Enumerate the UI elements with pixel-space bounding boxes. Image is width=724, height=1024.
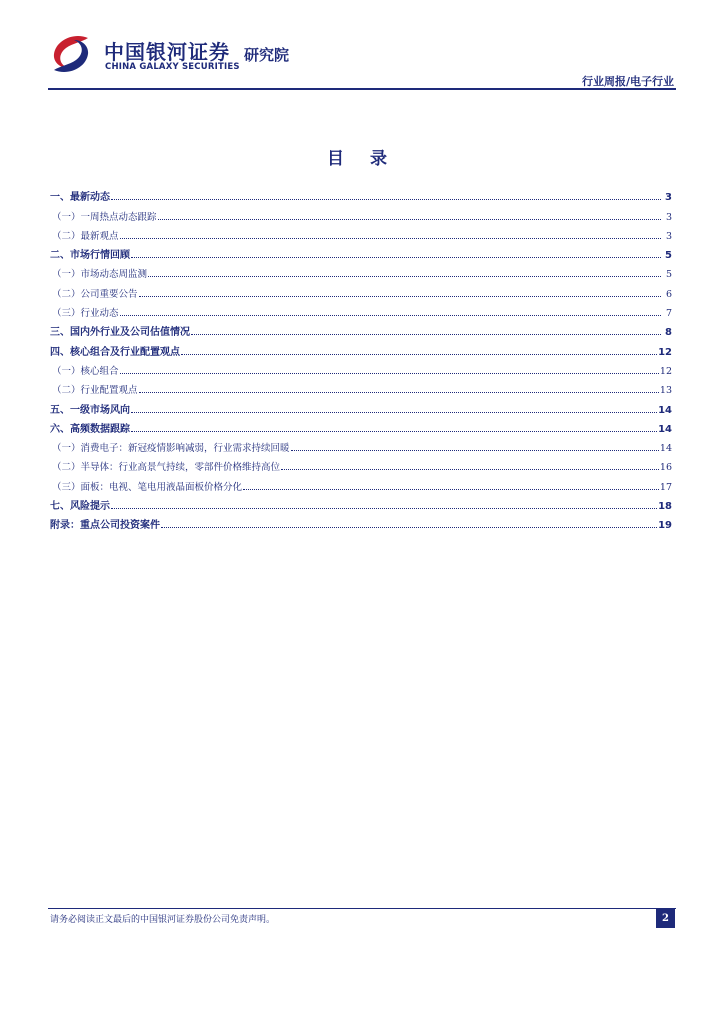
toc-entry-label: （一）市场动态周监测 [52, 269, 148, 281]
toc-leader-dots [131, 411, 657, 413]
toc-entry-label: （一）消费电子：新冠疫情影响减弱，行业需求持续回暖 [52, 443, 290, 455]
toc-leader-dots [191, 333, 661, 335]
toc-entry-label: 二、市场行情回顾 [50, 250, 130, 262]
toc-entry[interactable] [50, 338, 672, 357]
toc-leader-dots [111, 507, 657, 509]
toc-entry[interactable] [50, 358, 672, 377]
toc-entry-label: 四、核心组合及行业配置观点 [50, 346, 180, 358]
toc-leader-dots [131, 430, 657, 432]
toc-entry-label: （三）面板：电视、笔电用液晶面板价格分化 [52, 481, 243, 493]
toc-entry-page: 17 [659, 481, 672, 493]
toc-entry[interactable] [50, 435, 672, 454]
toc-entry[interactable] [50, 300, 672, 319]
toc-entry[interactable] [50, 396, 672, 415]
toc-entry-label: （二）公司重要公告 [52, 288, 138, 300]
toc-entry-label: 五、一级市场风向 [50, 404, 130, 416]
table-of-contents [50, 184, 672, 531]
toc-entry-page: 12 [658, 346, 672, 358]
toc-entry-label: （一）一周热点动态跟踪 [52, 211, 157, 223]
toc-entry-page: 18 [658, 501, 672, 513]
toc-leader-dots [243, 488, 659, 490]
toc-entry-page: 6 [665, 288, 672, 300]
toc-entry[interactable] [50, 319, 672, 338]
toc-entry-label: （一）核心组合 [52, 365, 119, 377]
toc-entry[interactable] [50, 377, 672, 396]
toc-entry-page: 3 [665, 211, 672, 223]
toc-entry-page: 3 [665, 192, 672, 204]
toc-entry-label: （三）行业动态 [52, 308, 119, 320]
toc-entry-label: （二）半导体：行业高景气持续，零部件价格维持高位 [52, 462, 281, 474]
toc-leader-dots [161, 526, 657, 528]
toc-entry[interactable] [50, 184, 672, 203]
toc-entry-page: 19 [658, 520, 672, 532]
brand-name-en: CHINA GALAXY SECURITIES [105, 62, 240, 72]
toc-leader-dots [111, 198, 661, 200]
toc-leader-dots [281, 468, 659, 470]
toc-leader-dots [158, 218, 661, 220]
toc-entry-label: 七、风险提示 [50, 501, 110, 513]
toc-entry-page: 14 [658, 423, 672, 435]
report-type: 行业周报/电子行业 [581, 75, 674, 88]
toc-entry[interactable] [50, 416, 672, 435]
toc-leader-dots [139, 295, 661, 297]
toc-leader-dots [131, 256, 661, 258]
toc-entry-label: 一、最新动态 [50, 192, 110, 204]
brand-subtitle: 研究院 [244, 46, 290, 64]
toc-entry[interactable] [50, 223, 672, 242]
toc-leader-dots [181, 353, 657, 355]
toc-entry[interactable] [50, 473, 672, 492]
page-header [48, 28, 676, 90]
toc-entry-page: 5 [665, 269, 672, 281]
toc-entry-page: 5 [665, 250, 672, 262]
toc-entry-label: 六、高频数据跟踪 [50, 423, 130, 435]
toc-entry-page: 14 [659, 443, 672, 455]
footer-disclaimer: 请务必阅读正文最后的中国银河证券股份公司免责声明。 [50, 915, 276, 925]
toc-entry-label: 三、国内外行业及公司估值情况 [50, 327, 190, 339]
toc-leader-dots [139, 391, 659, 393]
toc-leader-dots [148, 275, 661, 277]
galaxy-logo-icon [48, 34, 94, 74]
toc-entry-page: 13 [659, 385, 672, 397]
toc-entry-page: 12 [659, 365, 672, 377]
header-divider [48, 88, 676, 90]
brand-name-cn: 中国银河证券 [104, 40, 230, 64]
toc-entry[interactable] [50, 454, 672, 473]
toc-entry[interactable] [50, 242, 672, 261]
toc-leader-dots [120, 314, 661, 316]
toc-title: 目 录 [327, 149, 397, 169]
toc-entry[interactable] [50, 203, 672, 222]
toc-entry-label: （二）最新观点 [52, 230, 119, 242]
toc-entry-page: 16 [659, 462, 672, 474]
toc-leader-dots [120, 237, 661, 239]
toc-leader-dots [120, 372, 659, 374]
toc-entry[interactable] [50, 261, 672, 280]
toc-entry-label: （二）行业配置观点 [52, 385, 138, 397]
toc-entry-label: 附录：重点公司投资案件 [50, 520, 160, 532]
toc-entry[interactable] [50, 512, 672, 531]
toc-entry-page: 8 [665, 327, 672, 339]
footer-divider [48, 908, 676, 909]
toc-entry-page: 7 [665, 308, 672, 320]
page-number: 2 [656, 909, 675, 928]
toc-leader-dots [291, 449, 659, 451]
toc-entry[interactable] [50, 280, 672, 299]
toc-entry-page: 3 [665, 230, 672, 242]
toc-entry[interactable] [50, 493, 672, 512]
toc-entry-page: 14 [658, 404, 672, 416]
